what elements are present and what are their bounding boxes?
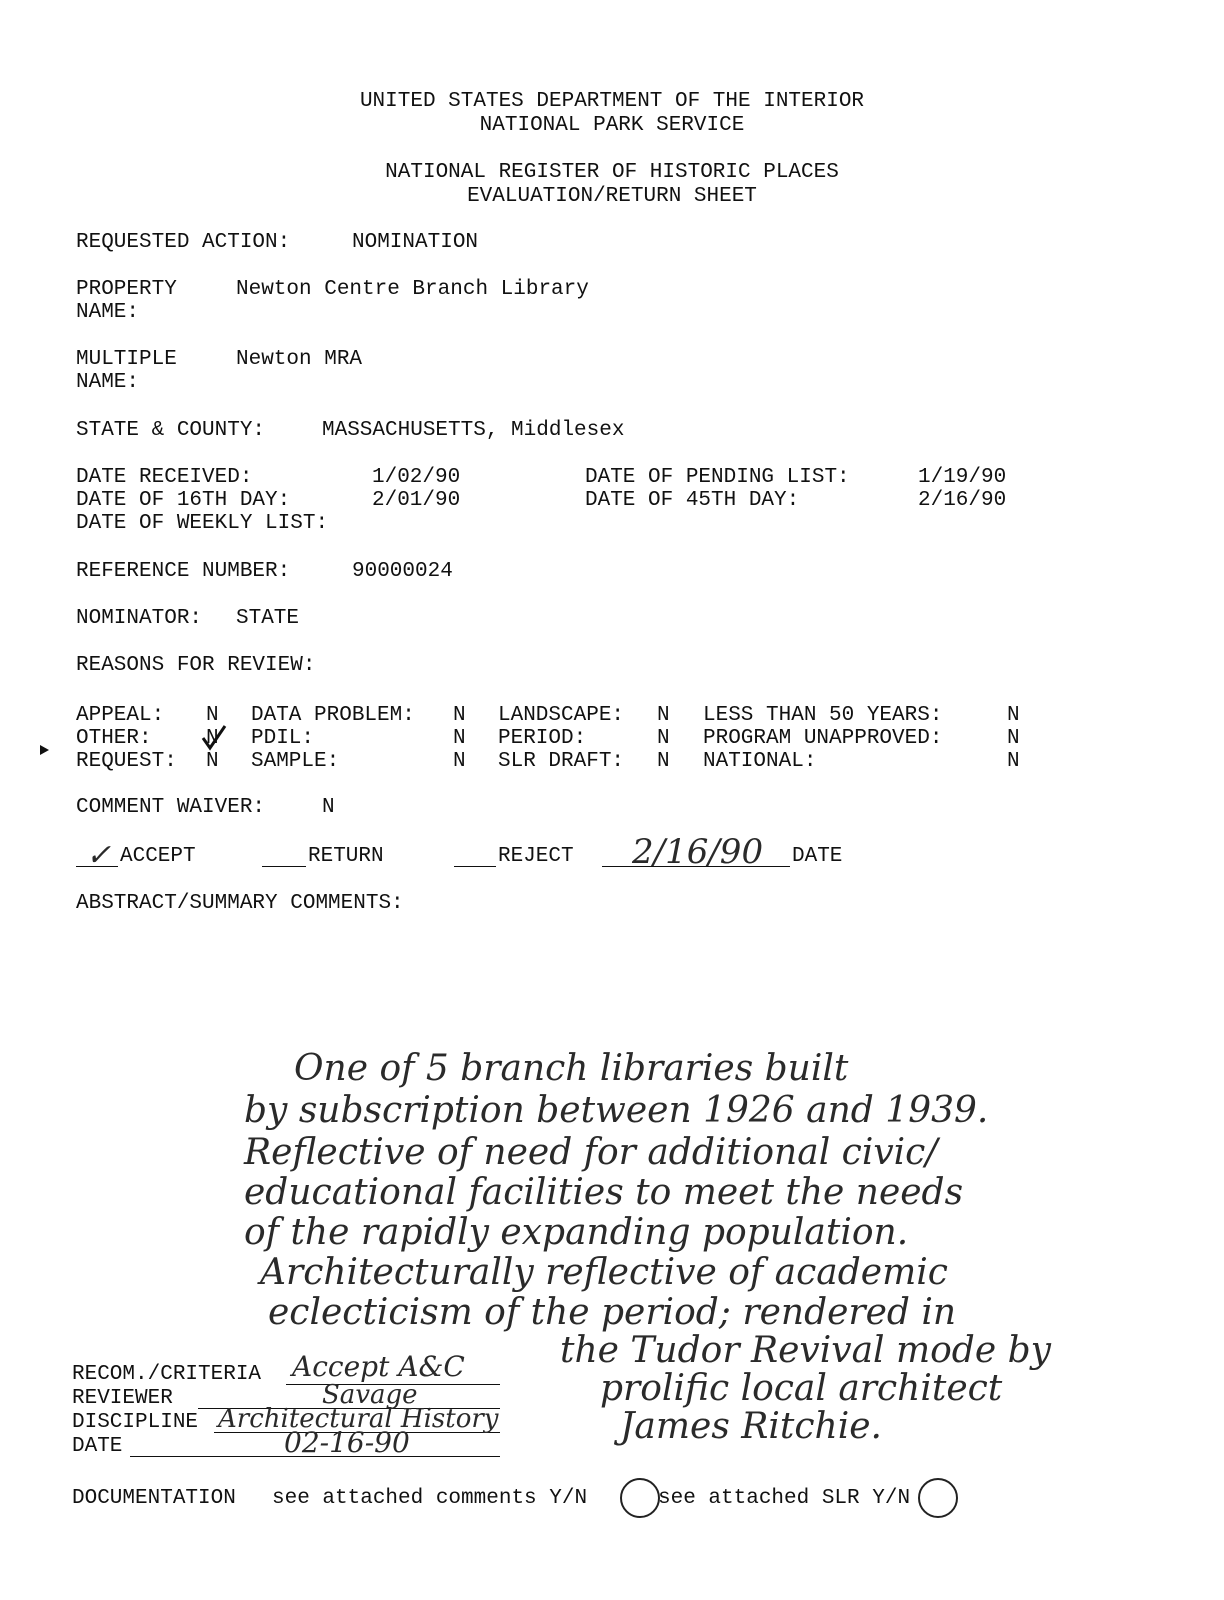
date-45th-label: DATE OF 45TH DAY: (585, 489, 800, 512)
comment-waiver-label: COMMENT WAIVER: (76, 796, 266, 819)
discipline-value: Architectural History (218, 1404, 499, 1434)
header-line-4: EVALUATION/RETURN SHEET (467, 185, 757, 208)
documentation-slr: see attached SLR Y/N (658, 1487, 911, 1510)
accept-check-mark-icon: ✓ (86, 838, 112, 873)
handwritten-comment-line: educational facilities to meet the needs (244, 1172, 964, 1213)
request-value: N (206, 750, 219, 773)
request-label: REQUEST: (76, 750, 177, 773)
sample-label: SAMPLE: (251, 750, 340, 773)
sample-value: N (453, 750, 466, 773)
pdil-value: N (453, 727, 466, 750)
nominator-label: NOMINATOR: (76, 607, 203, 630)
property-name-value: Newton Centre Branch Library (236, 278, 589, 301)
program-unapproved-value: N (1007, 727, 1020, 750)
slr-draft-value: N (657, 750, 670, 773)
reference-value: 90000024 (352, 560, 453, 583)
header-line-2: NATIONAL PARK SERVICE (479, 114, 745, 137)
national-value: N (1007, 750, 1020, 773)
date-16th-label: DATE OF 16TH DAY: (76, 489, 291, 512)
handwritten-comment-line: James Ritchie. (620, 1406, 882, 1447)
other-label: OTHER: (76, 727, 152, 750)
arrow-marker-icon (40, 745, 49, 755)
period-label: PERIOD: (498, 727, 587, 750)
discipline-label: DISCIPLINE (72, 1411, 199, 1434)
handwritten-comment-line: by subscription between 1926 and 1939. (244, 1090, 989, 1131)
handwritten-comment-line: of the rapidly expanding population. (244, 1212, 909, 1253)
reject-label: REJECT (498, 845, 574, 868)
reviewer-value: Savage (322, 1380, 418, 1410)
landscape-value: N (657, 704, 670, 727)
slr-draft-label: SLR DRAFT: (498, 750, 625, 773)
less-than-50-value: N (1007, 704, 1020, 727)
reference-label: REFERENCE NUMBER: (76, 560, 291, 583)
requested-action-label: REQUESTED ACTION: (76, 231, 291, 254)
appeal-label: APPEAL: (76, 704, 165, 727)
landscape-label: LANDSCAPE: (498, 704, 625, 727)
return-blank (262, 866, 306, 867)
date-received-value: 1/02/90 (372, 466, 461, 489)
slr-no-circle (918, 1478, 958, 1518)
less-than-50-label: LESS THAN 50 YEARS: (703, 704, 943, 727)
date-weekly-label: DATE OF WEEKLY LIST: (76, 512, 329, 535)
period-value: N (657, 727, 670, 750)
state-county-value: MASSACHUSETTS, Middlesex (322, 419, 625, 442)
date-45th-value: 2/16/90 (918, 489, 1007, 512)
decision-date-label: DATE (792, 845, 843, 868)
date-received-label: DATE RECEIVED: (76, 466, 253, 489)
property-name-label: NAME: (76, 301, 140, 324)
date-pending-label: DATE OF PENDING LIST: (585, 466, 850, 489)
handwritten-comment-line: the Tudor Revival mode by (560, 1330, 1051, 1371)
header-line-3: NATIONAL REGISTER OF HISTORIC PLACES (385, 161, 839, 184)
appeal-value: N (206, 704, 219, 727)
date-16th-value: 2/01/90 (372, 489, 461, 512)
abstract-label: ABSTRACT/SUMMARY COMMENTS: (76, 892, 404, 915)
return-label: RETURN (308, 845, 384, 868)
multiple-label: MULTIPLE (76, 348, 177, 371)
multiple-name-value: Newton MRA (236, 348, 363, 371)
data-problem-label: DATA PROBLEM: (251, 704, 415, 727)
handwritten-comment-line: One of 5 branch libraries built (294, 1048, 849, 1089)
accept-label: ACCEPT (120, 845, 196, 868)
program-unapproved-label: PROGRAM UNAPPROVED: (703, 727, 943, 750)
other-value: N (206, 727, 219, 750)
handwritten-comment-line: Reflective of need for additional civic/ (244, 1132, 938, 1173)
recom-criteria-value: Accept A&C (292, 1350, 465, 1383)
nominator-value: STATE (236, 607, 300, 630)
handwritten-comment-line: Architecturally reflective of academic (260, 1252, 948, 1293)
state-county-label: STATE & COUNTY: (76, 419, 266, 442)
reviewer-label: REVIEWER (72, 1387, 173, 1410)
national-label: NATIONAL: (703, 750, 817, 773)
property-label: PROPERTY (76, 278, 177, 301)
other-check-mark-icon (200, 724, 228, 752)
date-pending-value: 1/19/90 (918, 466, 1007, 489)
handwritten-comment-line: eclecticism of the period; rendered in (268, 1292, 957, 1333)
data-problem-value: N (453, 704, 466, 727)
multiple-name-label: NAME: (76, 371, 140, 394)
reject-blank (454, 866, 496, 867)
footer-date-value: 02-16-90 (284, 1426, 410, 1459)
header-line-1: UNITED STATES DEPARTMENT OF THE INTERIOR (359, 90, 865, 113)
reasons-label: REASONS FOR REVIEW: (76, 654, 316, 677)
recom-criteria-label: RECOM./CRITERIA (72, 1363, 262, 1386)
decision-date-handwritten: 2/16/90 (632, 832, 764, 872)
footer-date-label: DATE (72, 1435, 123, 1458)
requested-action-value: NOMINATION (352, 231, 479, 254)
pdil-label: PDIL: (251, 727, 315, 750)
comment-waiver-value: N (322, 796, 335, 819)
documentation-comments: see attached comments Y/N (272, 1487, 588, 1510)
comments-no-circle (620, 1478, 660, 1518)
handwritten-comment-line: prolific local architect (600, 1368, 1003, 1409)
documentation-label: DOCUMENTATION (72, 1487, 236, 1510)
